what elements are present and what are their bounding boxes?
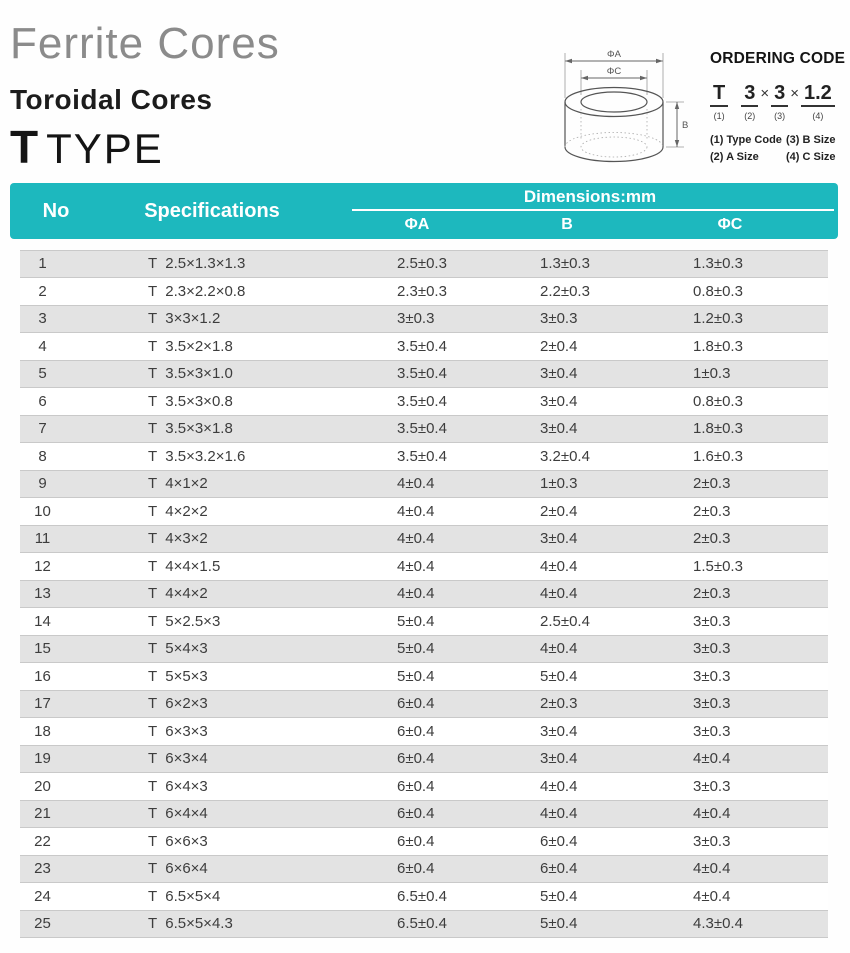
cell-no: 13 <box>34 585 51 602</box>
ordering-code-part <box>710 83 728 121</box>
column-group-dimensions <box>322 183 838 239</box>
cell-b: 3±0.4 <box>540 392 578 410</box>
cell-a: 5±0.4 <box>397 640 435 657</box>
code-value: 3 <box>771 83 788 107</box>
cell-spec: T 3.5×3×1.0 <box>148 365 233 382</box>
cell-c: 3±0.3 <box>693 695 731 712</box>
ordering-code-example <box>710 83 850 121</box>
table-row <box>20 773 828 801</box>
cell-b: 3±0.4 <box>540 530 578 547</box>
cell-c: 4±0.4 <box>693 750 731 767</box>
cell-a: 6.5±0.4 <box>397 915 447 932</box>
ordering-code-part <box>771 83 788 121</box>
cell-a: 6±0.4 <box>397 805 435 822</box>
cell-b: 1±0.3 <box>540 475 578 492</box>
cell-b: 4±0.4 <box>540 585 578 602</box>
cell-b: 3±0.4 <box>540 365 578 382</box>
cell-c: 2±0.3 <box>693 585 731 602</box>
cell-b: 2.5±0.4 <box>540 612 590 630</box>
cell-a: 6±0.4 <box>397 695 435 712</box>
legend-item: (4) C Size <box>786 151 836 163</box>
cell-no: 10 <box>34 502 51 520</box>
cell-spec: T 6.5×5×4 <box>148 887 221 905</box>
cell-no: 22 <box>34 832 51 850</box>
table-row <box>20 278 828 306</box>
cell-spec: T 6×2×3 <box>148 695 208 712</box>
cell-b: 2±0.4 <box>540 337 578 355</box>
cell-spec: T 5×2.5×3 <box>148 612 221 630</box>
code-index: (3) <box>774 111 786 121</box>
cell-a: 2.3±0.3 <box>397 282 447 300</box>
cell-spec: T 6×6×3 <box>148 832 208 850</box>
cell-no: 3 <box>38 310 47 327</box>
cell-b: 4±0.4 <box>540 557 578 575</box>
cell-a: 3.5±0.4 <box>397 447 447 465</box>
cell-b: 3±0.4 <box>540 750 578 767</box>
cell-spec: T 6×4×4 <box>148 805 208 822</box>
cell-no: 18 <box>34 722 51 740</box>
sub-header-row <box>322 211 838 239</box>
cell-no: 9 <box>38 475 47 492</box>
cell-c: 1.3±0.3 <box>693 255 743 272</box>
column-header-b: B <box>561 216 573 233</box>
cell-a: 4±0.4 <box>397 475 435 492</box>
cell-spec: T 6.5×5×4.3 <box>148 915 233 932</box>
cell-b: 2.2±0.3 <box>540 282 590 300</box>
title-block <box>10 20 280 174</box>
legend-item: (1) Type Code <box>710 134 782 146</box>
table-row <box>20 635 828 663</box>
cell-spec: T 3.5×3.2×1.6 <box>148 447 246 465</box>
cell-spec: T 5×4×3 <box>148 640 208 657</box>
cell-c: 3±0.3 <box>693 667 731 685</box>
cell-c: 0.8±0.3 <box>693 282 743 300</box>
cell-c: 4±0.4 <box>693 887 731 905</box>
cell-c: 1.8±0.3 <box>693 420 743 437</box>
toroid-drawing-icon <box>553 14 708 166</box>
legend-item: (3) B Size <box>786 134 836 146</box>
table-row <box>20 580 828 608</box>
cell-a: 6±0.4 <box>397 750 435 767</box>
cell-a: 6.5±0.4 <box>397 887 447 905</box>
cell-no: 14 <box>34 612 51 630</box>
cell-b: 1.3±0.3 <box>540 255 590 272</box>
cell-spec: T 4×2×2 <box>148 502 208 520</box>
table-row <box>20 800 828 828</box>
cell-a: 5±0.4 <box>397 667 435 685</box>
cell-spec: T 3.5×2×1.8 <box>148 337 233 355</box>
cell-no: 6 <box>38 392 47 410</box>
table-row <box>20 250 828 278</box>
cell-c: 4.3±0.4 <box>693 915 743 932</box>
table-row <box>20 415 828 443</box>
table-header <box>10 183 838 239</box>
cell-no: 25 <box>34 915 51 932</box>
cell-no: 11 <box>34 530 51 547</box>
type-code-letter: T <box>10 121 39 174</box>
cell-spec: T 3×3×1.2 <box>148 310 221 327</box>
cell-a: 4±0.4 <box>397 557 435 575</box>
cell-b: 2±0.4 <box>540 502 578 520</box>
cell-c: 4±0.4 <box>693 860 731 877</box>
dim-label-inner: ΦC <box>606 66 622 77</box>
table-row <box>20 443 828 471</box>
cell-b: 4±0.4 <box>540 805 578 822</box>
column-header-phi-c: ΦC <box>717 216 743 233</box>
cell-c: 1.2±0.3 <box>693 310 743 327</box>
column-header-phi-a: ΦA <box>404 216 430 233</box>
cell-spec: T 4×3×2 <box>148 530 208 547</box>
cell-no: 8 <box>38 447 47 465</box>
type-line <box>10 120 280 174</box>
cell-no: 12 <box>34 557 51 575</box>
cell-b: 3±0.4 <box>540 722 578 740</box>
table-row <box>20 745 828 773</box>
cell-c: 2±0.3 <box>693 475 731 492</box>
cell-no: 2 <box>38 282 47 300</box>
code-value: 1.2 <box>801 83 835 107</box>
table-row <box>20 525 828 553</box>
cell-a: 6±0.4 <box>397 722 435 740</box>
code-index: (4) <box>812 111 824 121</box>
ordering-code-title: ORDERING CODE <box>710 50 846 67</box>
table-row <box>20 690 828 718</box>
toroid-dimension-diagram <box>553 14 708 166</box>
ordering-code-part <box>801 83 835 121</box>
code-value: T <box>710 83 728 107</box>
table-row <box>20 663 828 691</box>
cell-c: 1.8±0.3 <box>693 337 743 355</box>
cell-a: 4±0.4 <box>397 530 435 547</box>
cell-c: 1.5±0.3 <box>693 557 743 575</box>
ordering-code-part <box>741 83 758 121</box>
cell-no: 15 <box>34 640 51 657</box>
cell-no: 23 <box>34 860 51 877</box>
table-row <box>20 910 828 938</box>
cell-c: 3±0.3 <box>693 777 731 795</box>
cell-no: 17 <box>34 695 51 712</box>
cell-c: 1.6±0.3 <box>693 447 743 465</box>
cell-spec: T 4×4×1.5 <box>148 557 221 575</box>
cell-a: 3.5±0.4 <box>397 337 447 355</box>
cell-c: 3±0.3 <box>693 722 731 740</box>
column-header-no: No <box>42 199 70 222</box>
cell-c: 0.8±0.3 <box>693 392 743 410</box>
cell-a: 5±0.4 <box>397 612 435 630</box>
cell-spec: T 4×1×2 <box>148 475 208 492</box>
table-row <box>20 470 828 498</box>
cell-b: 3.2±0.4 <box>540 447 590 465</box>
multiply-sign: × <box>790 85 799 102</box>
cell-c: 3±0.3 <box>693 640 731 657</box>
cell-c: 3±0.3 <box>693 612 731 630</box>
cell-a: 3.5±0.4 <box>397 392 447 410</box>
cell-a: 4±0.4 <box>397 585 435 602</box>
cell-a: 6±0.4 <box>397 832 435 850</box>
cell-spec: T 4×4×2 <box>148 585 208 602</box>
cell-no: 5 <box>38 365 47 382</box>
cell-a: 3.5±0.4 <box>397 420 447 437</box>
table-row <box>20 360 828 388</box>
table-row <box>20 883 828 911</box>
table-row <box>20 855 828 883</box>
table-row <box>20 498 828 526</box>
cell-b: 4±0.4 <box>540 777 578 795</box>
code-index: (2) <box>744 111 756 121</box>
cell-c: 3±0.3 <box>693 832 731 850</box>
cell-no: 1 <box>38 255 47 272</box>
cell-no: 4 <box>38 337 47 355</box>
cell-a: 6±0.4 <box>397 777 435 795</box>
cell-spec: T 6×4×3 <box>148 777 208 795</box>
cell-b: 2±0.3 <box>540 695 578 712</box>
cell-spec: T 2.3×2.2×0.8 <box>148 282 246 300</box>
cell-b: 5±0.4 <box>540 887 578 905</box>
cell-c: 2±0.3 <box>693 502 731 520</box>
table-body <box>20 250 828 938</box>
code-value: 3 <box>741 83 758 107</box>
code-index: (1) <box>713 111 725 121</box>
cell-spec: T 6×3×4 <box>148 750 208 767</box>
cell-b: 3±0.4 <box>540 420 578 437</box>
table-row <box>20 718 828 746</box>
cell-b: 3±0.3 <box>540 310 578 327</box>
cell-b: 6±0.4 <box>540 860 578 877</box>
cell-spec: T 2.5×1.3×1.3 <box>148 255 246 272</box>
type-label: TYPE <box>46 125 164 173</box>
table-row <box>20 828 828 856</box>
page-subtitle: Toroidal Cores <box>10 84 213 116</box>
ordering-code-block <box>710 50 850 163</box>
cell-a: 3.5±0.4 <box>397 365 447 382</box>
multiply-sign: × <box>760 85 770 102</box>
cell-a: 6±0.4 <box>397 860 435 877</box>
dim-label-height: B <box>682 120 689 131</box>
cell-b: 4±0.4 <box>540 640 578 657</box>
cell-b: 5±0.4 <box>540 915 578 932</box>
table-row <box>20 333 828 361</box>
column-header-specifications: Specifications <box>144 199 280 222</box>
cell-spec: T 5×5×3 <box>148 667 208 685</box>
cell-a: 2.5±0.3 <box>397 255 447 272</box>
page-title: Ferrite Cores <box>10 19 280 68</box>
legend-item: (2) A Size <box>710 151 759 163</box>
cell-spec: T 3.5×3×1.8 <box>148 420 233 437</box>
table-row <box>20 305 828 333</box>
dim-label-outer: ΦA <box>607 49 621 60</box>
table-row <box>20 608 828 636</box>
cell-c: 1±0.3 <box>693 365 731 382</box>
column-header-dimensions: Dimensions:mm <box>523 187 657 206</box>
cell-spec: T 3.5×3×0.8 <box>148 392 233 410</box>
cell-no: 16 <box>34 667 51 685</box>
cell-a: 4±0.4 <box>397 502 435 520</box>
cell-b: 6±0.4 <box>540 832 578 850</box>
cell-no: 20 <box>34 777 51 795</box>
table-row <box>20 388 828 416</box>
table-row <box>20 553 828 581</box>
cell-no: 19 <box>34 750 51 767</box>
cell-c: 2±0.3 <box>693 530 731 547</box>
cell-spec: T 6×6×4 <box>148 860 208 877</box>
cell-c: 4±0.4 <box>693 805 731 822</box>
cell-a: 3±0.3 <box>397 310 435 327</box>
cell-spec: T 6×3×3 <box>148 722 208 740</box>
cell-no: 7 <box>38 420 47 437</box>
cell-no: 24 <box>34 887 51 905</box>
ordering-code-legend <box>710 134 850 163</box>
cell-no: 21 <box>34 805 51 822</box>
cell-b: 5±0.4 <box>540 667 578 685</box>
